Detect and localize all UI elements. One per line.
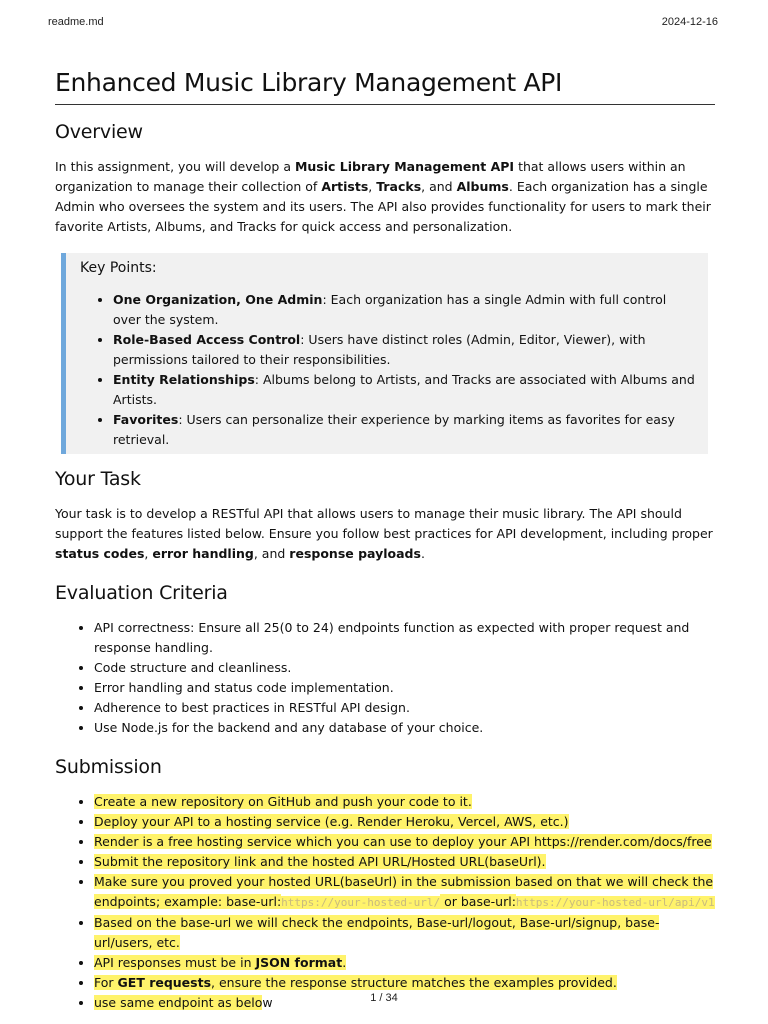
bold-text: error handling [152, 546, 254, 561]
text: In this assignment, you will develop a [55, 159, 295, 174]
example-url-code: https://your-hosted-url/ [281, 896, 441, 909]
list-item [94, 812, 715, 832]
submission-list [55, 792, 715, 1013]
text: , and [421, 179, 457, 194]
list-item [94, 872, 715, 913]
highlighted-bold-text: GET requests [117, 975, 212, 990]
list-item [94, 953, 715, 973]
text: . [420, 546, 425, 561]
text: , and [253, 546, 290, 561]
key-points-title: Key Points: [80, 260, 157, 276]
evaluation-list [55, 618, 715, 738]
highlighted-text: use same endpoint as belo [94, 995, 263, 1010]
submission-heading: Submission [55, 756, 162, 778]
list-item: • Code structure and cleanliness. [94, 658, 715, 678]
overview-paragraph [55, 157, 715, 237]
highlighted-text: or base-url: [440, 894, 516, 909]
page-title: Enhanced Music Library Management API [55, 64, 715, 105]
overview-heading: Overview [55, 121, 143, 143]
highlighted-text: Based on the base-url we will check the endpoints, Base-url/logout, Base-url/signup, base-url/users, etc. [94, 915, 660, 950]
list-item [113, 290, 698, 330]
highlighted-text: Render is a free hosting service which you can use to deploy your API https://render.com/docs/free [94, 834, 712, 849]
task-paragraph [55, 504, 715, 564]
list-item: • Error handling and status code implementation. [94, 678, 715, 698]
bold-text: Favorites [113, 412, 179, 427]
text: , [368, 179, 377, 194]
key-points-callout [61, 253, 708, 454]
list-item [113, 370, 698, 410]
bold-text: Music Library Management API [294, 159, 515, 174]
list-item [113, 330, 698, 370]
document-content [55, 64, 715, 1013]
text: that allows users within an organization to manage their collection of [55, 159, 686, 194]
bold-text: One Organization, One Admin [113, 292, 323, 307]
text: Your task is to develop a RESTful API that allows users to manage their music library. The API should support the features listed below. Ensure you follow best practices for API development, including proper [55, 506, 713, 541]
text: w [262, 995, 273, 1010]
highlighted-text: Submit the repository link and the hosted API URL/Hosted URL(baseUrl). [94, 854, 546, 869]
highlighted-text: Create a new repository on GitHub and push your code to it. [94, 794, 472, 809]
page-number: 1 / 34 [370, 992, 398, 1004]
bold-text: Entity Relationships [113, 372, 255, 387]
list-item [94, 973, 715, 993]
evaluation-heading: Evaluation Criteria [55, 582, 228, 604]
highlighted-text: For [94, 975, 118, 990]
text: : Each organization has a single Admin with full control over the system. [113, 292, 667, 327]
text: , [144, 546, 153, 561]
list-item [94, 832, 715, 852]
list-item [94, 852, 715, 872]
text: : Albums belong to Artists, and Tracks are associated with Albums and Artists. [113, 372, 695, 407]
highlighted-text: , ensure the response structure matches the examples provided. [211, 975, 617, 990]
example-url-code: https://your-hosted-url/api/v1 [515, 896, 715, 909]
highlighted-text: Make sure you proved your hosted URL(baseUrl) in the submission based on that we will check the endpoints; example: base-url: [94, 874, 714, 909]
key-points-list [80, 290, 698, 450]
list-item: • API correctness: Ensure all 25(0 to 24) endpoints function as expected with proper request and response handling. [94, 618, 715, 658]
bold-text: Tracks [376, 179, 422, 194]
list-item [94, 913, 715, 953]
highlighted-bold-text: JSON format [255, 955, 343, 970]
print-date: 2024-12-16 [661, 16, 718, 28]
highlighted-text: Deploy your API to a hosting service (e.g. Render Heroku, Vercel, AWS, etc.) [94, 814, 569, 829]
task-heading: Your Task [55, 468, 141, 490]
list-item: • Use Node.js for the backend and any database of your choice. [94, 718, 715, 738]
highlighted-text: . [342, 955, 347, 970]
bold-text: status codes [55, 546, 145, 561]
text: . Each organization has a single Admin who oversees the system and its users. The API also provides functionality for users to mark their favorite Artists, Albums, and Tracks for quick access and personalization. [55, 179, 711, 234]
highlighted-text: API responses must be in [94, 955, 256, 970]
text: : Users can personalize their experience by marking items as favorites for easy retrieval. [113, 412, 675, 447]
list-item [94, 792, 715, 812]
bold-text: Artists [321, 179, 369, 194]
bold-text: response payloads [289, 546, 421, 561]
file-name: readme.md [48, 16, 104, 28]
list-item: • Adherence to best practices in RESTful API design. [94, 698, 715, 718]
list-item [113, 410, 698, 450]
text: : Users have distinct roles (Admin, Editor, Viewer), with permissions tailored to their responsibilities. [113, 332, 646, 367]
bold-text: Role-Based Access Control [113, 332, 301, 347]
bold-text: Albums [456, 179, 509, 194]
